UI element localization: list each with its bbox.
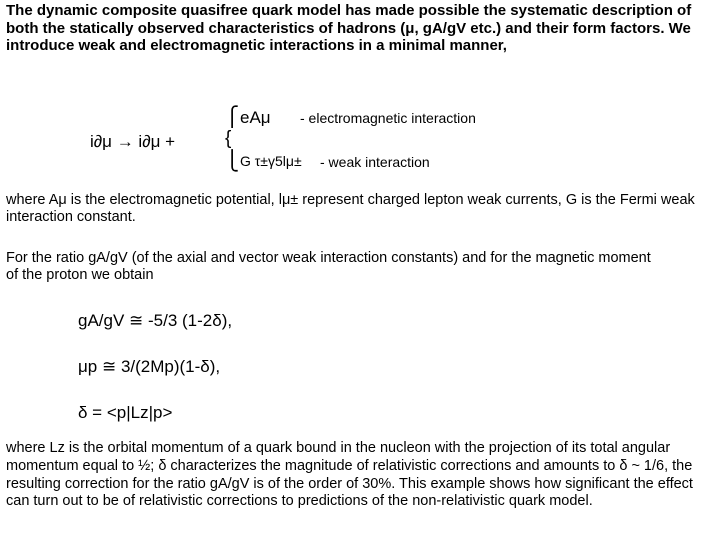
- para-orbital-momentum: where Lz is the orbital momentum of a quark bound in the nucleon with the projection of its total angular momentum equal to ½; δ characterizes the magnitude of relativistic corrections and amounts to δ ~ 1/6, the resulting correction for the ratio gA/gV is of the order of 30%. This example shows how significant the effect can turn out to be of relativistic corrections to predictions of the non-relativistic quark model.: [6, 440, 693, 510]
- intro-text: The dynamic composite quasifree quark model has made possible the systematic description of both the statically observed characteristics of hadrons (μ, gA/gV etc.) and their form factors. We introduce weak and electromagnetic interactions in a minimal manner,: [6, 2, 692, 54]
- eq1-lhs: i∂μ → i∂μ +: [90, 132, 176, 151]
- para-ratio: For the ratio gA/gV (of the axial and vector weak interaction constants) and for the magnetic moment of the proton we obtain: [6, 250, 651, 283]
- weak-interaction-label: - weak interaction: [320, 154, 430, 170]
- em-term: eAμ: [240, 108, 271, 127]
- para-potential: where Aμ is the electromagnetic potential, lμ± represent charged lepton weak currents, G is the Fermi weak interaction constant.: [6, 192, 695, 225]
- brace-top-glyph: ⎧: [225, 107, 240, 128]
- em-interaction-label: - electromagnetic interaction: [300, 110, 476, 126]
- brace-bottom-glyph: ⎩: [225, 151, 240, 172]
- eq-delta: δ = <p|Lz|p>: [78, 403, 173, 422]
- eq-mu-p: μp ≅ 3/(2Mp)(1-δ),: [78, 357, 221, 376]
- intro-paragraph: [6, 2, 706, 55]
- eq-ga-gv: gA/gV ≅ -5/3 (1-2δ),: [78, 311, 233, 330]
- weak-term: G τ±γ5lμ±: [240, 153, 302, 169]
- brace-mid-glyph: {: [225, 128, 232, 149]
